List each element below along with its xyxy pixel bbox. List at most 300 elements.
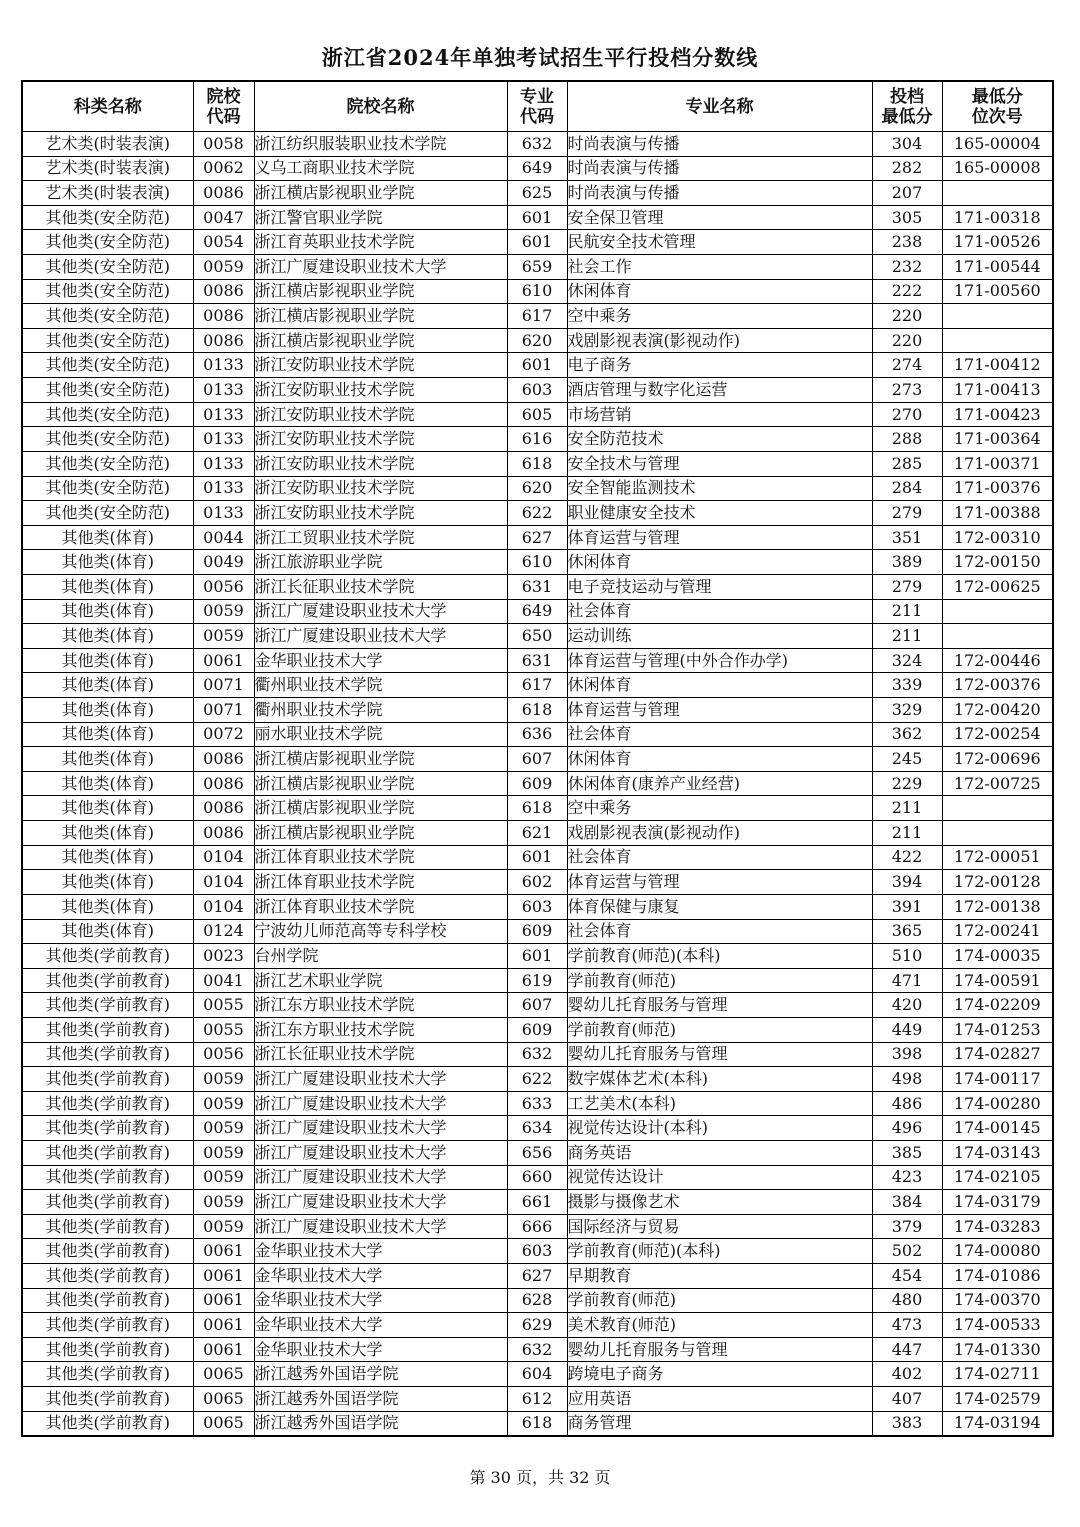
table-row (22, 993, 1053, 1018)
cell-school-code: 0133 (193, 378, 254, 403)
cell-major-name: 电子商务 (567, 353, 872, 378)
table-row (22, 968, 1053, 993)
cell-rank (942, 821, 1053, 846)
cell-category: 其他类(学前教育) (22, 968, 193, 993)
cell-school-code: 0133 (193, 476, 254, 501)
cell-school-name: 浙江广厦建设职业技术大学 (254, 1091, 507, 1116)
table-row (22, 1264, 1053, 1289)
cell-major-name: 学前教育(师范) (567, 1017, 872, 1042)
cell-major-code: 650 (507, 624, 567, 649)
cell-major-name: 安全智能监测技术 (567, 476, 872, 501)
cell-school-code: 0086 (193, 279, 254, 304)
cell-major-name: 酒店管理与数字化运营 (567, 378, 872, 403)
cell-major-name: 婴幼儿托育服务与管理 (567, 1337, 872, 1362)
cell-school-code: 0059 (193, 1067, 254, 1092)
table-row (22, 698, 1053, 723)
table-row (22, 1116, 1053, 1141)
table-row (22, 796, 1053, 821)
header-major-code-line2: 代码 (520, 106, 554, 127)
cell-school-code: 0059 (193, 1140, 254, 1165)
cell-min-score: 394 (872, 870, 942, 895)
cell-rank (942, 328, 1053, 353)
cell-rank: 171-00412 (942, 353, 1053, 378)
cell-school-name: 浙江工贸职业技术学院 (254, 525, 507, 550)
cell-school-code: 0059 (193, 1116, 254, 1141)
cell-min-score: 229 (872, 771, 942, 796)
cell-min-score: 379 (872, 1214, 942, 1239)
cell-major-name: 学前教育(师范) (567, 1288, 872, 1313)
cell-school-code: 0133 (193, 427, 254, 452)
cell-category: 艺术类(时装表演) (22, 132, 193, 157)
cell-major-name: 空中乘务 (567, 304, 872, 329)
cell-major-name: 体育运营与管理 (567, 870, 872, 895)
cell-school-name: 浙江安防职业技术学院 (254, 427, 507, 452)
cell-rank: 172-00376 (942, 673, 1053, 698)
cell-major-name: 数字媒体艺术(本科) (567, 1067, 872, 1092)
cell-school-code: 0133 (193, 353, 254, 378)
table-row (22, 353, 1053, 378)
cell-rank: 171-00371 (942, 451, 1053, 476)
cell-school-name: 浙江体育职业技术学院 (254, 845, 507, 870)
cell-category: 其他类(体育) (22, 771, 193, 796)
cell-major-name: 社会体育 (567, 919, 872, 944)
cell-category: 其他类(学前教育) (22, 1067, 193, 1092)
cell-min-score: 398 (872, 1042, 942, 1067)
cell-major-code: 631 (507, 574, 567, 599)
cell-school-name: 浙江横店影视职业学院 (254, 796, 507, 821)
table-row (22, 378, 1053, 403)
cell-school-name: 浙江广厦建设职业技术大学 (254, 255, 507, 280)
table-row (22, 673, 1053, 698)
cell-school-code: 0059 (193, 624, 254, 649)
cell-school-name: 丽水职业技术学院 (254, 722, 507, 747)
cell-min-score: 383 (872, 1411, 942, 1436)
cell-min-score: 324 (872, 648, 942, 673)
cell-major-code: 629 (507, 1313, 567, 1338)
cell-min-score: 211 (872, 624, 942, 649)
cell-rank: 172-00051 (942, 845, 1053, 870)
table-row (22, 1190, 1053, 1215)
cell-major-name: 安全技术与管理 (567, 451, 872, 476)
cell-min-score: 351 (872, 525, 942, 550)
cell-rank: 174-01330 (942, 1337, 1053, 1362)
cell-category: 其他类(安全防范) (22, 427, 193, 452)
table-row (22, 1091, 1053, 1116)
cell-major-code: 666 (507, 1214, 567, 1239)
table-row (22, 599, 1053, 624)
cell-school-code: 0086 (193, 304, 254, 329)
cell-school-name: 浙江育英职业技术学院 (254, 230, 507, 255)
cell-rank: 174-02209 (942, 993, 1053, 1018)
cell-major-code: 609 (507, 919, 567, 944)
cell-major-code: 605 (507, 402, 567, 427)
cell-school-code: 0059 (193, 1190, 254, 1215)
cell-rank: 174-00117 (942, 1067, 1053, 1092)
header-rank (942, 81, 1053, 132)
header-school-code-line1: 院校 (206, 86, 241, 107)
cell-school-name: 浙江旅游职业学院 (254, 550, 507, 575)
cell-school-name: 宁波幼儿师范高等专科学校 (254, 919, 507, 944)
cell-major-name: 职业健康安全技术 (567, 501, 872, 526)
cell-min-score: 423 (872, 1165, 942, 1190)
cell-major-name: 体育运营与管理(中外合作办学) (567, 648, 872, 673)
cell-rank: 171-00388 (942, 501, 1053, 526)
cell-school-name: 浙江东方职业技术学院 (254, 993, 507, 1018)
cell-major-name: 商务管理 (567, 1411, 872, 1436)
cell-major-code: 612 (507, 1387, 567, 1412)
cell-school-name: 浙江安防职业技术学院 (254, 353, 507, 378)
cell-school-code: 0062 (193, 156, 254, 181)
table-row (22, 894, 1053, 919)
header-school-name: 院校名称 (254, 81, 507, 132)
cell-category: 其他类(体育) (22, 747, 193, 772)
cell-major-name: 空中乘务 (567, 796, 872, 821)
table-row (22, 1017, 1053, 1042)
cell-category: 其他类(体育) (22, 722, 193, 747)
table-row (22, 156, 1053, 181)
cell-category: 其他类(学前教育) (22, 944, 193, 969)
cell-category: 其他类(学前教育) (22, 1214, 193, 1239)
header-min-score (872, 81, 942, 132)
cell-category: 其他类(学前教育) (22, 1190, 193, 1215)
cell-major-code: 601 (507, 205, 567, 230)
cell-school-name: 金华职业技术大学 (254, 1313, 507, 1338)
cell-school-name: 浙江广厦建设职业技术大学 (254, 1165, 507, 1190)
cell-school-name: 浙江体育职业技术学院 (254, 894, 507, 919)
cell-school-name: 浙江纺织服装职业技术学院 (254, 132, 507, 157)
cell-min-score: 447 (872, 1337, 942, 1362)
cell-min-score: 211 (872, 796, 942, 821)
cell-rank: 172-00138 (942, 894, 1053, 919)
cell-min-score: 211 (872, 599, 942, 624)
table-row (22, 279, 1053, 304)
cell-rank: 172-00150 (942, 550, 1053, 575)
cell-min-score: 220 (872, 304, 942, 329)
cell-major-name: 戏剧影视表演(影视动作) (567, 328, 872, 353)
cell-category: 其他类(安全防范) (22, 476, 193, 501)
cell-major-code: 621 (507, 821, 567, 846)
cell-major-code: 660 (507, 1165, 567, 1190)
cell-major-name: 学前教育(师范)(本科) (567, 944, 872, 969)
header-rank-line2: 位次号 (971, 106, 1023, 127)
cell-min-score: 274 (872, 353, 942, 378)
cell-major-name: 运动训练 (567, 624, 872, 649)
cell-major-code: 636 (507, 722, 567, 747)
cell-category: 艺术类(时装表演) (22, 156, 193, 181)
table-row (22, 1067, 1053, 1092)
cell-category: 其他类(学前教育) (22, 1337, 193, 1362)
cell-school-name: 浙江安防职业技术学院 (254, 476, 507, 501)
cell-major-code: 607 (507, 993, 567, 1018)
table-row (22, 1165, 1053, 1190)
cell-major-name: 休闲体育 (567, 279, 872, 304)
cell-major-code: 618 (507, 451, 567, 476)
cell-school-code: 0086 (193, 796, 254, 821)
cell-min-score: 273 (872, 378, 942, 403)
table-row (22, 550, 1053, 575)
table-row (22, 1337, 1053, 1362)
cell-rank: 174-00080 (942, 1239, 1053, 1264)
cell-major-code: 627 (507, 1264, 567, 1289)
cell-major-name: 社会体育 (567, 722, 872, 747)
cell-major-code: 633 (507, 1091, 567, 1116)
cell-school-name: 金华职业技术大学 (254, 1264, 507, 1289)
cell-rank: 171-00318 (942, 205, 1053, 230)
cell-major-code: 618 (507, 698, 567, 723)
cell-major-name: 婴幼儿托育服务与管理 (567, 1042, 872, 1067)
cell-category: 其他类(学前教育) (22, 1313, 193, 1338)
header-min-score-line1: 投档 (890, 86, 924, 107)
cell-major-code: 601 (507, 353, 567, 378)
cell-school-name: 浙江安防职业技术学院 (254, 501, 507, 526)
cell-rank: 172-00625 (942, 574, 1053, 599)
cell-rank (942, 624, 1053, 649)
table-row (22, 501, 1053, 526)
cell-min-score: 384 (872, 1190, 942, 1215)
cell-category: 其他类(安全防范) (22, 230, 193, 255)
cell-min-score: 232 (872, 255, 942, 280)
cell-school-name: 浙江横店影视职业学院 (254, 279, 507, 304)
cell-school-name: 浙江长征职业技术学院 (254, 574, 507, 599)
cell-school-code: 0133 (193, 501, 254, 526)
cell-category: 其他类(体育) (22, 574, 193, 599)
cell-school-code: 0061 (193, 1264, 254, 1289)
cell-school-code: 0086 (193, 181, 254, 206)
cell-rank: 174-02711 (942, 1362, 1053, 1387)
cell-major-name: 视觉传达设计 (567, 1165, 872, 1190)
cell-min-score: 502 (872, 1239, 942, 1264)
cell-category: 其他类(学前教育) (22, 1362, 193, 1387)
cell-category: 艺术类(时装表演) (22, 181, 193, 206)
cell-school-code: 0124 (193, 919, 254, 944)
cell-major-code: 627 (507, 525, 567, 550)
cell-major-code: 601 (507, 944, 567, 969)
cell-min-score: 407 (872, 1387, 942, 1412)
cell-rank: 174-01086 (942, 1264, 1053, 1289)
cell-major-code: 609 (507, 1017, 567, 1042)
header-school-code (193, 81, 254, 132)
cell-rank: 165-00008 (942, 156, 1053, 181)
cell-school-name: 金华职业技术大学 (254, 1337, 507, 1362)
cell-school-name: 浙江东方职业技术学院 (254, 1017, 507, 1042)
cell-rank: 174-02827 (942, 1042, 1053, 1067)
header-school-code-line2: 代码 (206, 106, 241, 127)
cell-category: 其他类(学前教育) (22, 1017, 193, 1042)
cell-rank: 172-00310 (942, 525, 1053, 550)
cell-school-code: 0086 (193, 821, 254, 846)
cell-min-score: 422 (872, 845, 942, 870)
cell-major-code: 632 (507, 1042, 567, 1067)
cell-school-name: 金华职业技术大学 (254, 648, 507, 673)
cell-category: 其他类(学前教育) (22, 1264, 193, 1289)
cell-min-score: 270 (872, 402, 942, 427)
table-row (22, 181, 1053, 206)
cell-min-score: 282 (872, 156, 942, 181)
cell-category: 其他类(安全防范) (22, 255, 193, 280)
cell-rank (942, 599, 1053, 624)
cell-major-code: 628 (507, 1288, 567, 1313)
cell-school-name: 浙江横店影视职业学院 (254, 181, 507, 206)
cell-rank: 174-03143 (942, 1140, 1053, 1165)
cell-rank: 174-02579 (942, 1387, 1053, 1412)
cell-major-code: 649 (507, 156, 567, 181)
cell-major-name: 体育运营与管理 (567, 698, 872, 723)
cell-school-name: 浙江横店影视职业学院 (254, 328, 507, 353)
cell-major-code: 609 (507, 771, 567, 796)
cell-major-code: 603 (507, 894, 567, 919)
header-major-code (507, 81, 567, 132)
cell-category: 其他类(学前教育) (22, 1091, 193, 1116)
cell-min-score: 279 (872, 574, 942, 599)
cell-major-name: 时尚表演与传播 (567, 181, 872, 206)
cell-major-name: 安全保卫管理 (567, 205, 872, 230)
table-row (22, 255, 1053, 280)
cell-min-score: 245 (872, 747, 942, 772)
cell-school-name: 浙江体育职业技术学院 (254, 870, 507, 895)
table-row (22, 1362, 1053, 1387)
cell-category: 其他类(学前教育) (22, 1042, 193, 1067)
cell-major-name: 国际经济与贸易 (567, 1214, 872, 1239)
cell-category: 其他类(体育) (22, 870, 193, 895)
cell-school-code: 0059 (193, 1165, 254, 1190)
cell-major-code: 656 (507, 1140, 567, 1165)
cell-major-code: 601 (507, 230, 567, 255)
cell-school-name: 浙江长征职业技术学院 (254, 1042, 507, 1067)
cell-category: 其他类(体育) (22, 599, 193, 624)
cell-category: 其他类(学前教育) (22, 1116, 193, 1141)
cell-school-code: 0061 (193, 648, 254, 673)
cell-min-score: 402 (872, 1362, 942, 1387)
cell-min-score: 238 (872, 230, 942, 255)
table-row (22, 132, 1053, 157)
cell-category: 其他类(学前教育) (22, 1387, 193, 1412)
cell-min-score: 389 (872, 550, 942, 575)
table-row (22, 771, 1053, 796)
cell-major-code: 607 (507, 747, 567, 772)
cell-category: 其他类(学前教育) (22, 1140, 193, 1165)
cell-rank (942, 181, 1053, 206)
cell-rank: 171-00544 (942, 255, 1053, 280)
cell-school-name: 衢州职业技术学院 (254, 698, 507, 723)
cell-rank: 171-00413 (942, 378, 1053, 403)
cell-school-code: 0104 (193, 894, 254, 919)
cell-major-code: 625 (507, 181, 567, 206)
table-row (22, 870, 1053, 895)
cell-major-name: 电子竞技运动与管理 (567, 574, 872, 599)
cell-rank: 172-00446 (942, 648, 1053, 673)
cell-school-code: 0071 (193, 698, 254, 723)
table-body (22, 132, 1053, 1437)
cell-school-code: 0061 (193, 1239, 254, 1264)
cell-school-code: 0104 (193, 845, 254, 870)
cell-school-code: 0061 (193, 1288, 254, 1313)
cell-school-name: 浙江广厦建设职业技术大学 (254, 624, 507, 649)
cell-major-name: 休闲体育 (567, 550, 872, 575)
cell-major-code: 617 (507, 304, 567, 329)
cell-category: 其他类(学前教育) (22, 993, 193, 1018)
cell-major-code: 661 (507, 1190, 567, 1215)
cell-min-score: 420 (872, 993, 942, 1018)
cell-major-code: 618 (507, 796, 567, 821)
cell-school-code: 0047 (193, 205, 254, 230)
cell-rank: 174-03179 (942, 1190, 1053, 1215)
cell-school-name: 浙江广厦建设职业技术大学 (254, 1067, 507, 1092)
cell-major-name: 休闲体育 (567, 747, 872, 772)
cell-min-score: 449 (872, 1017, 942, 1042)
page-footer: 第 30 页，共 32 页 (469, 1468, 611, 1487)
cell-major-code: 602 (507, 870, 567, 895)
cell-rank: 174-00035 (942, 944, 1053, 969)
cell-major-name: 休闲体育 (567, 673, 872, 698)
cell-major-name: 摄影与摄像艺术 (567, 1190, 872, 1215)
cell-min-score: 498 (872, 1067, 942, 1092)
cell-rank: 165-00004 (942, 132, 1053, 157)
cell-school-code: 0056 (193, 574, 254, 599)
cell-category: 其他类(安全防范) (22, 279, 193, 304)
cell-major-name: 安全防范技术 (567, 427, 872, 452)
cell-major-name: 商务英语 (567, 1140, 872, 1165)
cell-min-score: 222 (872, 279, 942, 304)
cell-major-code: 620 (507, 328, 567, 353)
cell-major-name: 应用英语 (567, 1387, 872, 1412)
cell-major-code: 632 (507, 1337, 567, 1362)
cell-school-code: 0055 (193, 1017, 254, 1042)
cell-school-name: 浙江广厦建设职业技术大学 (254, 1140, 507, 1165)
cell-category: 其他类(体育) (22, 550, 193, 575)
cell-school-code: 0133 (193, 451, 254, 476)
cell-school-name: 浙江安防职业技术学院 (254, 378, 507, 403)
cell-major-code: 659 (507, 255, 567, 280)
cell-rank: 174-03283 (942, 1214, 1053, 1239)
cell-school-name: 衢州职业技术学院 (254, 673, 507, 698)
cell-min-score: 391 (872, 894, 942, 919)
cell-rank: 172-00241 (942, 919, 1053, 944)
cell-school-name: 浙江横店影视职业学院 (254, 747, 507, 772)
cell-school-code: 0065 (193, 1362, 254, 1387)
cell-school-code: 0086 (193, 747, 254, 772)
cell-rank: 172-00128 (942, 870, 1053, 895)
cell-major-name: 美术教育(师范) (567, 1313, 872, 1338)
cell-rank: 172-00696 (942, 747, 1053, 772)
cell-category: 其他类(安全防范) (22, 205, 193, 230)
table-row (22, 1288, 1053, 1313)
cell-category: 其他类(体育) (22, 845, 193, 870)
cell-school-code: 0065 (193, 1411, 254, 1436)
table-row (22, 205, 1053, 230)
cell-school-code: 0023 (193, 944, 254, 969)
cell-major-name: 休闲体育(康养产业经营) (567, 771, 872, 796)
cell-school-name: 浙江越秀外国语学院 (254, 1362, 507, 1387)
cell-rank: 174-00145 (942, 1116, 1053, 1141)
cell-category: 其他类(体育) (22, 624, 193, 649)
cell-school-name: 浙江横店影视职业学院 (254, 304, 507, 329)
cell-min-score: 486 (872, 1091, 942, 1116)
cell-category: 其他类(安全防范) (22, 304, 193, 329)
cell-school-code: 0049 (193, 550, 254, 575)
cell-school-code: 0054 (193, 230, 254, 255)
page-title: 浙江省2024年单独考试招生平行投档分数线 (321, 45, 759, 70)
cell-school-name: 金华职业技术大学 (254, 1239, 507, 1264)
cell-category: 其他类(学前教育) (22, 1165, 193, 1190)
cell-category: 其他类(安全防范) (22, 501, 193, 526)
cell-school-code: 0059 (193, 1214, 254, 1239)
table-row (22, 1042, 1053, 1067)
cell-major-code: 601 (507, 845, 567, 870)
table-row (22, 574, 1053, 599)
cell-school-code: 0071 (193, 673, 254, 698)
cell-category: 其他类(学前教育) (22, 1411, 193, 1436)
cell-major-code: 603 (507, 378, 567, 403)
